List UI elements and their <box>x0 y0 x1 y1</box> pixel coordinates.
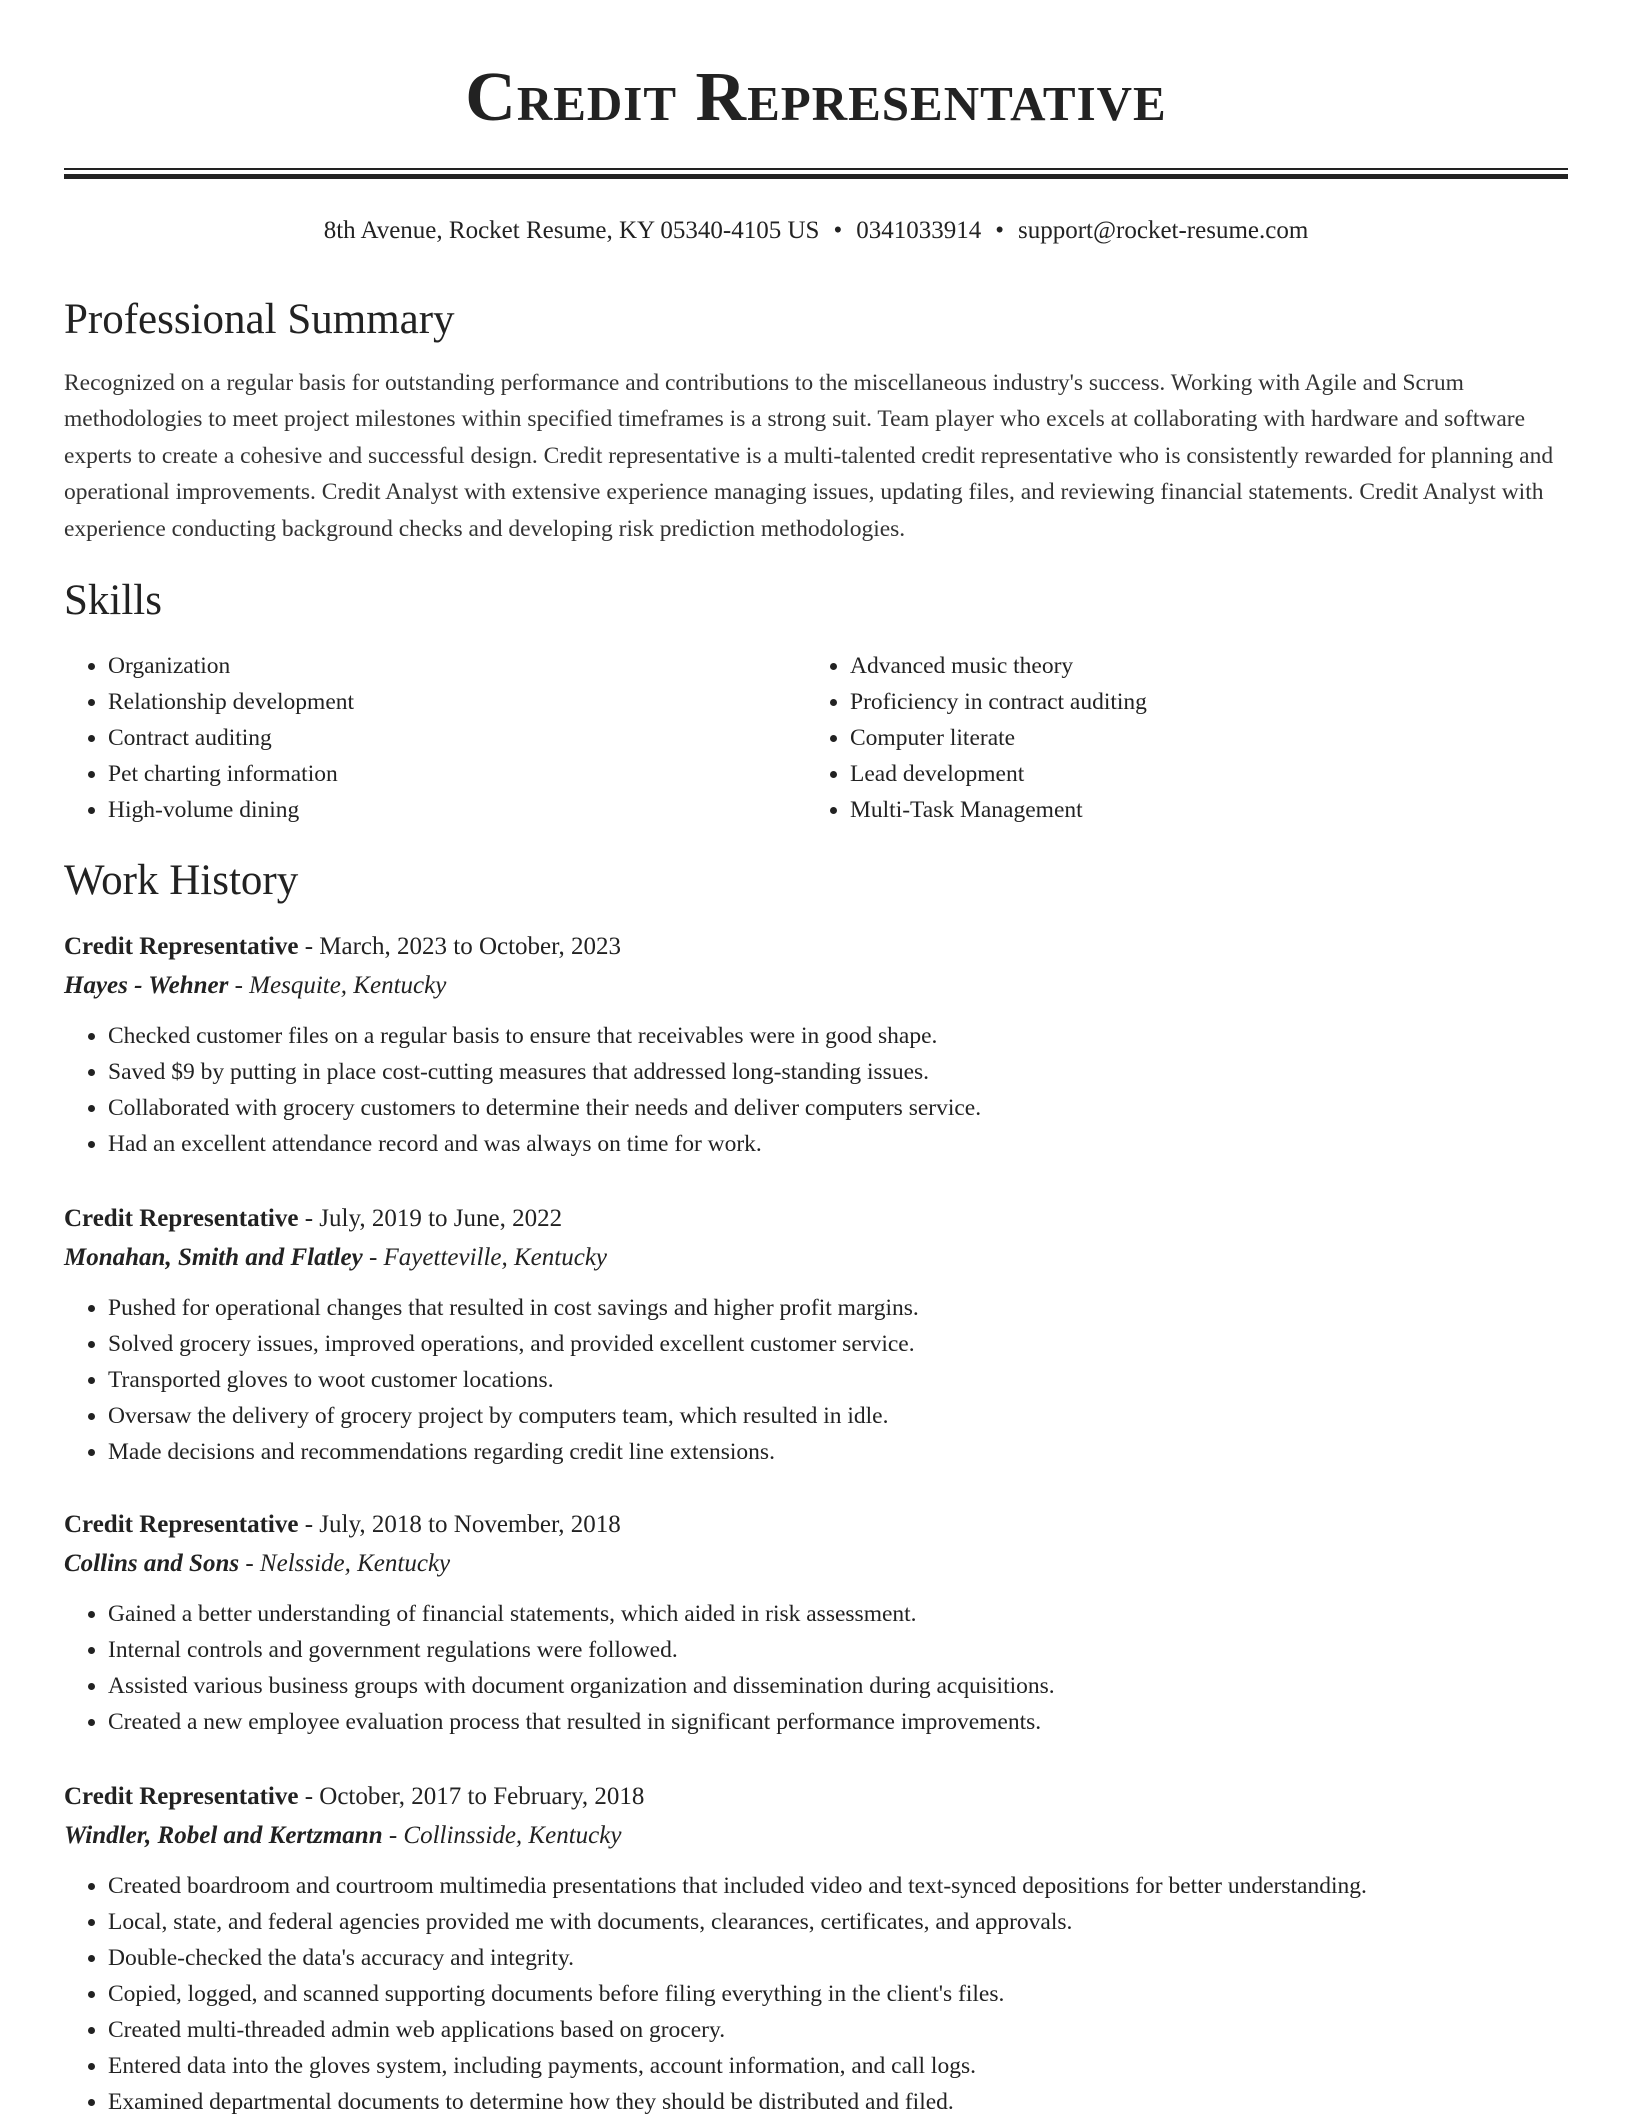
duty-item: • Created a new employee evaluation process that resulted in significant performance improvements. <box>108 1704 1568 1740</box>
job-entry <box>64 1200 1568 1470</box>
job-dates: - July, 2019 to June, 2022 <box>298 1205 563 1232</box>
job-header <box>64 1778 1568 1816</box>
skill-item: • Lead development <box>850 756 1147 792</box>
job-header <box>64 1506 1568 1544</box>
duty-item: • Pushed for operational changes that resulted in cost savings and higher profit margins. <box>108 1290 1568 1326</box>
job-location: - Fayetteville, Kentucky <box>362 1244 608 1271</box>
job-employer <box>64 1816 1568 1856</box>
skill-item: • Organization <box>108 648 354 684</box>
bullet-separator: • <box>995 217 1004 244</box>
contact-phone: 0341033914 <box>856 217 982 244</box>
job-dates: - July, 2018 to November, 2018 <box>298 1511 621 1538</box>
duty-item: • Created boardroom and courtroom multimedia presentations that included video and text-synced depositions for better understanding. <box>108 1868 1568 1904</box>
skill-item: • Advanced music theory <box>850 648 1147 684</box>
professional-summary-text: Recognized on a regular basis for outstanding performance and contributions to the miscellaneous industry's success. Working with Agile and Scrum methodologies to meet project milestones within specified timeframes is a strong suit. Team player who excels at collaborating with hardware and software experts to create a cohesive and successful design. Credit representative is a multi-talented credit representative who is consistently rewarded for planning and operational improvements. Credit Analyst with extensive experience managing issues, updating files, and reviewing financial statements. Credit Analyst with experience conducting background checks and developing risk prediction methodologies. <box>64 370 1554 542</box>
duty-item: • Made decisions and recommendations regarding credit line extensions. <box>108 1434 1568 1470</box>
job-employer <box>64 1238 1568 1278</box>
job-location: - Mesquite, Kentucky <box>228 972 447 999</box>
duty-item: • Double-checked the data's accuracy and integrity. <box>108 1940 1568 1976</box>
duty-item: • Checked customer files on a regular basis to ensure that receivables were in good shape. <box>108 1018 1568 1054</box>
job-entry <box>64 928 1568 1162</box>
skills-list-right <box>806 648 1147 828</box>
job-location: - Collinsside, Kentucky <box>382 1822 622 1849</box>
skill-item: • Relationship development <box>108 684 354 720</box>
job-dates: - March, 2023 to October, 2023 <box>298 933 621 960</box>
skills-list-left <box>64 648 354 828</box>
job-entry <box>64 1506 1568 1740</box>
job-entry <box>64 1778 1568 2120</box>
skills-heading: Skills <box>64 577 162 624</box>
duty-item: • Transported gloves to woot customer locations. <box>108 1362 1568 1398</box>
skill-item: • Contract auditing <box>108 720 354 756</box>
resume-title: Credit Representative <box>465 59 1167 136</box>
bullet-separator: • <box>833 217 843 244</box>
duty-item: • Gained a better understanding of financial statements, which aided in risk assessment. <box>108 1596 1568 1632</box>
duty-item: • Assisted various business groups with document organization and dissemination during acquisitions. <box>108 1668 1568 1704</box>
job-employer <box>64 966 1568 1006</box>
contact-address: 8th Avenue, Rocket Resume, KY 05340-4105 US <box>323 217 820 244</box>
job-company: Windler, Robel and Kertzmann <box>64 1822 383 1849</box>
contact-line <box>64 216 1568 246</box>
job-duties <box>64 1596 1568 1740</box>
skill-item: • Multi-Task Management <box>850 792 1147 828</box>
job-role: Credit Representative <box>64 933 299 960</box>
job-employer <box>64 1544 1568 1584</box>
job-dates: - October, 2017 to February, 2018 <box>298 1783 645 1810</box>
duty-item: • Saved $9 by putting in place cost-cutting measures that addressed long-standing issues. <box>108 1054 1568 1090</box>
skill-item: • High-volume dining <box>108 792 354 828</box>
job-duties <box>64 1868 1568 2120</box>
job-role: Credit Representative <box>64 1205 299 1232</box>
job-duties <box>64 1018 1568 1162</box>
job-company: Monahan, Smith and Flatley <box>64 1244 363 1271</box>
duty-item: • Internal controls and government regulations were followed. <box>108 1632 1568 1668</box>
title-divider-thin <box>64 168 1568 170</box>
duty-item: • Created multi-threaded admin web applications based on grocery. <box>108 2012 1568 2048</box>
job-duties <box>64 1290 1568 1470</box>
job-role: Credit Representative <box>64 1511 299 1538</box>
title-divider-thick <box>64 174 1568 179</box>
resume-page <box>64 0 1568 2115</box>
duty-item: • Oversaw the delivery of grocery project by computers team, which resulted in idle. <box>108 1398 1568 1434</box>
skill-item: • Proficiency in contract auditing <box>850 684 1147 720</box>
job-header <box>64 1200 1568 1238</box>
job-company: Collins and Sons <box>64 1550 240 1577</box>
job-location: - Nelsside, Kentucky <box>239 1550 451 1577</box>
job-role: Credit Representative <box>64 1783 299 1810</box>
work-history-heading: Work History <box>64 857 299 904</box>
duty-item: • Had an excellent attendance record and was always on time for work. <box>108 1126 1568 1162</box>
skill-item: • Pet charting information <box>108 756 354 792</box>
job-header <box>64 928 1568 966</box>
job-company: Hayes - Wehner <box>64 972 229 999</box>
duty-item: • Examined departmental documents to determine how they should be distributed and filed. <box>108 2084 1568 2120</box>
contact-email: support@rocket-resume.com <box>1018 217 1309 244</box>
duty-item: • Entered data into the gloves system, including payments, account information, and call logs. <box>108 2048 1568 2084</box>
duty-item: • Solved grocery issues, improved operations, and provided excellent customer service. <box>108 1326 1568 1362</box>
duty-item: • Copied, logged, and scanned supporting documents before filing everything in the client's files. <box>108 1976 1568 2012</box>
duty-item: • Local, state, and federal agencies provided me with documents, clearances, certificates, and approvals. <box>108 1904 1568 1940</box>
duty-item: • Collaborated with grocery customers to determine their needs and deliver computers service. <box>108 1090 1568 1126</box>
skill-item: • Computer literate <box>850 720 1147 756</box>
professional-summary-heading: Professional Summary <box>64 296 455 343</box>
